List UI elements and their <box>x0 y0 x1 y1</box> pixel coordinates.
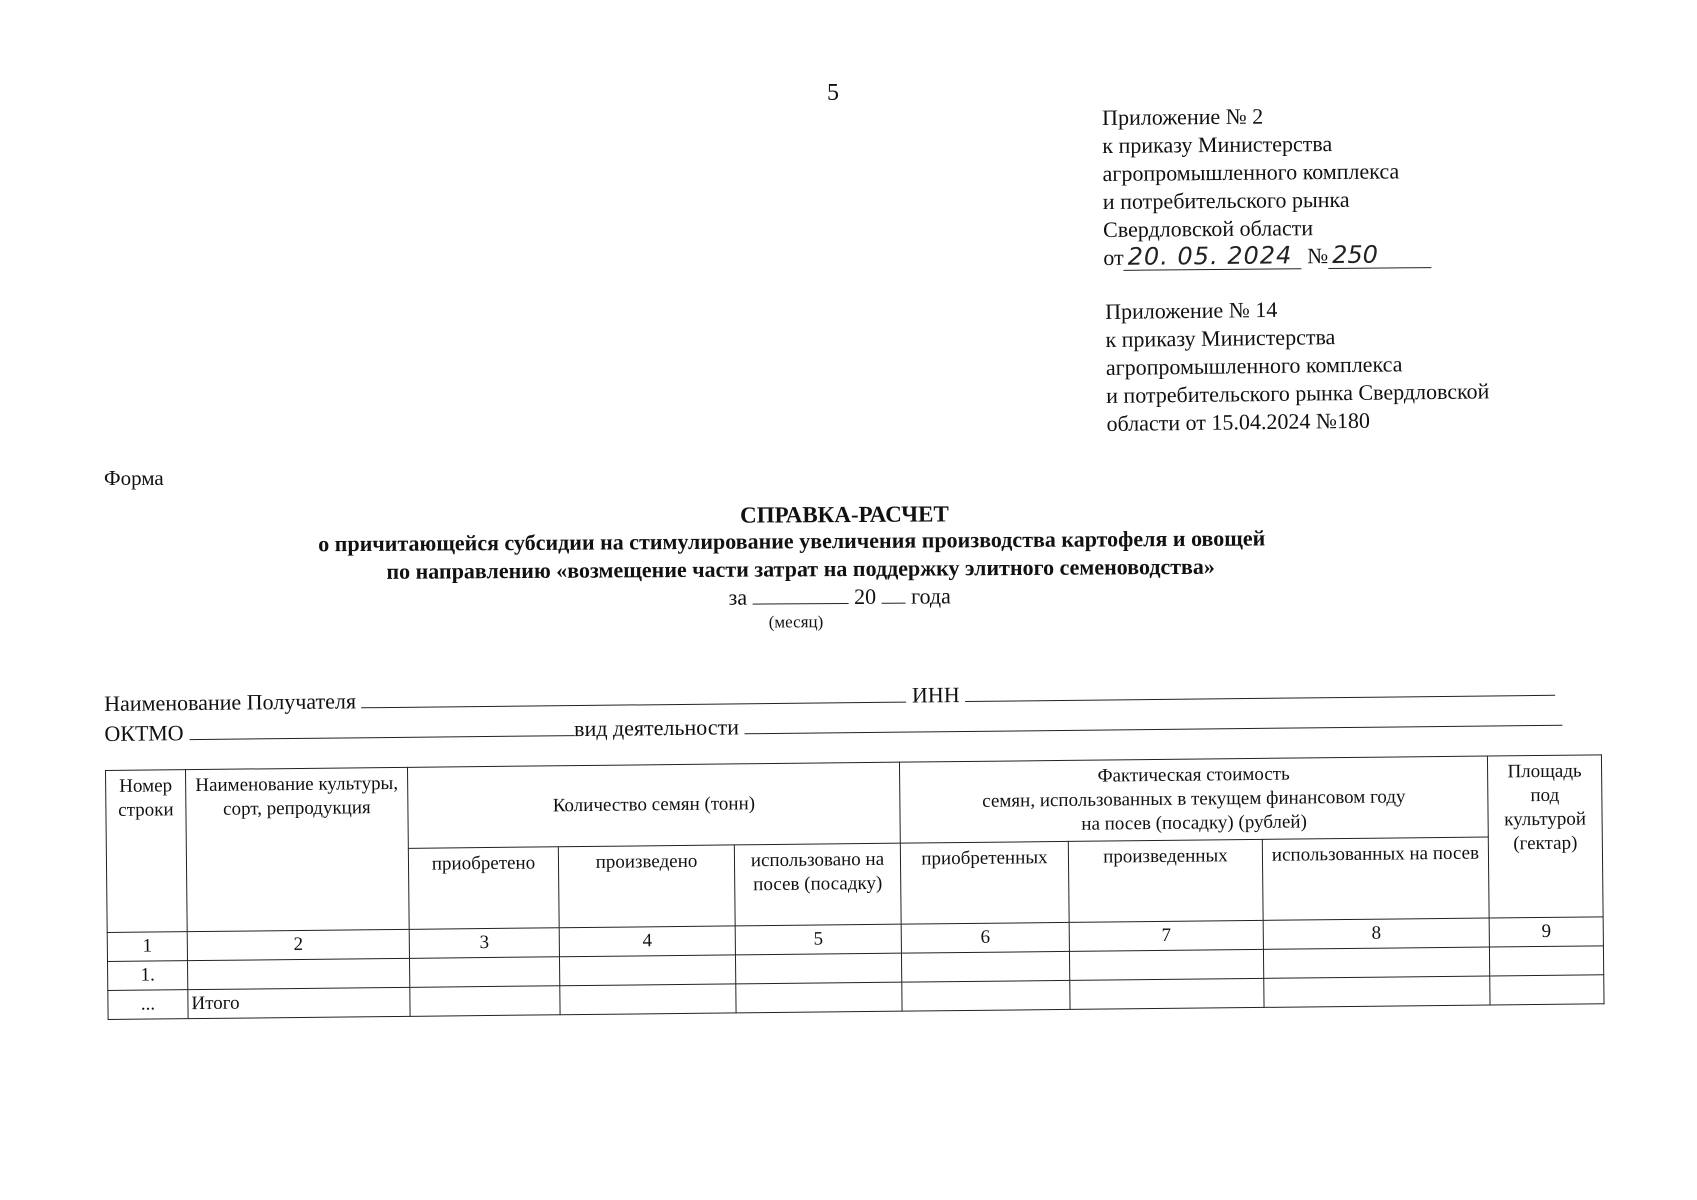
table-cell[interactable] <box>736 982 902 1013</box>
document-subtitle-line-1: о причитающейся субсидии на стимулирование увеличения производства картофеля и овощей <box>318 525 1266 557</box>
month-blank[interactable] <box>752 585 848 605</box>
activity-label: вид деятельности <box>573 714 740 742</box>
appendix-14-line: области от 15.04.2024 №180 <box>1106 407 1371 436</box>
header-used: использовано на посев (посадку) <box>734 843 901 926</box>
handwritten-number: 250 <box>1328 241 1431 269</box>
appendix-2-line: к приказу Министерства <box>1102 130 1333 158</box>
appendix-2-line: Приложение № 2 <box>1102 103 1264 130</box>
page-number: 5 <box>827 80 839 106</box>
number-label: № <box>1307 243 1329 269</box>
header-acquired: приобретено <box>408 847 559 930</box>
appendix-14-line: Приложение № 14 <box>1105 296 1278 324</box>
handwritten-date: 20. 05. 2024 <box>1124 242 1302 271</box>
period-caption: (месяц) <box>768 612 824 632</box>
appendix-2-block <box>1102 101 1431 272</box>
table-cell[interactable] <box>735 953 901 984</box>
recipient-fields <box>104 674 1605 750</box>
header-produced-cost: произведенных <box>1068 839 1263 922</box>
document-subtitle-line-2: по направлению «возмещение части затрат на поддержку элитного семеноводства» <box>386 553 1215 584</box>
table-cell[interactable] <box>1069 949 1263 980</box>
header-actual-cost <box>899 756 1488 843</box>
appendix-14-line: агропромышленного комплекса <box>1105 351 1403 380</box>
table-cell[interactable] <box>560 984 736 1015</box>
table-cell[interactable] <box>188 958 410 989</box>
column-number: 6 <box>901 922 1069 953</box>
appendix-2-line: агропромышленного комплекса <box>1102 158 1400 186</box>
column-number: 4 <box>559 926 735 957</box>
table-cell[interactable] <box>1490 975 1604 1005</box>
period-year: 20 <box>853 583 877 609</box>
table-cell[interactable] <box>901 951 1069 982</box>
table-cell[interactable] <box>1489 946 1603 976</box>
calculation-table <box>105 754 1605 1020</box>
table-cell[interactable] <box>559 955 735 986</box>
inn-label: ИНН <box>911 682 960 708</box>
document-title-block <box>0 497 1697 632</box>
table-cell[interactable] <box>1070 978 1264 1009</box>
column-number: 2 <box>187 929 409 960</box>
appendix-2-line: Свердловской области <box>1102 215 1314 242</box>
calculation-table-wrapper <box>105 754 1605 1020</box>
row-number-cell: 1. <box>108 961 188 991</box>
header-culture: Наименование культуры, сорт, репродукция <box>186 767 410 931</box>
table-cell[interactable] <box>1263 947 1489 978</box>
document-title: СПРАВКА-РАСЧЕТ <box>740 501 949 528</box>
column-number: 5 <box>735 924 901 955</box>
recipient-label: Наименование Получателя <box>104 688 357 716</box>
recipient-field[interactable] <box>361 682 906 709</box>
appendix-14-line: к приказу Министерства <box>1105 324 1336 352</box>
header-area: Площадь под культурой (гектар) <box>1487 755 1603 918</box>
column-number: 3 <box>409 928 559 959</box>
header-acquired-cost: приобретенных <box>900 841 1069 924</box>
appendix-2-line: и потребительского рынка <box>1102 186 1350 214</box>
oktmo-label: ОКТМО <box>104 720 184 746</box>
column-number: 1 <box>107 932 187 962</box>
table-header-row-1 <box>106 755 1603 852</box>
header-actual-cost-line: Фактическая стоимость <box>1097 763 1290 787</box>
table-cell[interactable] <box>410 986 560 1017</box>
appendix-14-block <box>1105 293 1490 438</box>
period-line <box>729 583 951 610</box>
period-suffix: года <box>910 583 951 609</box>
inn-field[interactable] <box>965 675 1555 702</box>
oktmo-field[interactable] <box>189 715 574 740</box>
appendix-2-date-line <box>1103 241 1431 272</box>
table-cell[interactable] <box>1264 976 1490 1007</box>
header-actual-cost-line: на посев (посадку) (рублей) <box>1081 811 1307 835</box>
column-number: 8 <box>1263 918 1489 949</box>
table-cell[interactable] <box>409 957 559 988</box>
table-cell[interactable] <box>902 980 1070 1011</box>
column-number: 7 <box>1069 920 1263 951</box>
appendix-14-line: и потребительского рынка Свердловской <box>1106 378 1490 408</box>
column-number: 9 <box>1489 917 1603 947</box>
header-row-number: Номер строки <box>106 770 188 933</box>
header-used-cost: использованных на посев <box>1262 837 1489 920</box>
row-number-cell: ... <box>108 990 188 1020</box>
header-produced: произведено <box>558 845 735 928</box>
period-prefix: за <box>728 584 748 610</box>
total-label: Итого <box>188 987 410 1018</box>
from-label: от <box>1103 244 1124 270</box>
year-blank[interactable] <box>881 585 905 604</box>
header-seed-quantity: Количество семян (тонн) <box>407 762 900 848</box>
header-actual-cost-line: семян, использованных в текущем финансовом году <box>982 786 1406 812</box>
form-label: Форма <box>104 466 164 490</box>
